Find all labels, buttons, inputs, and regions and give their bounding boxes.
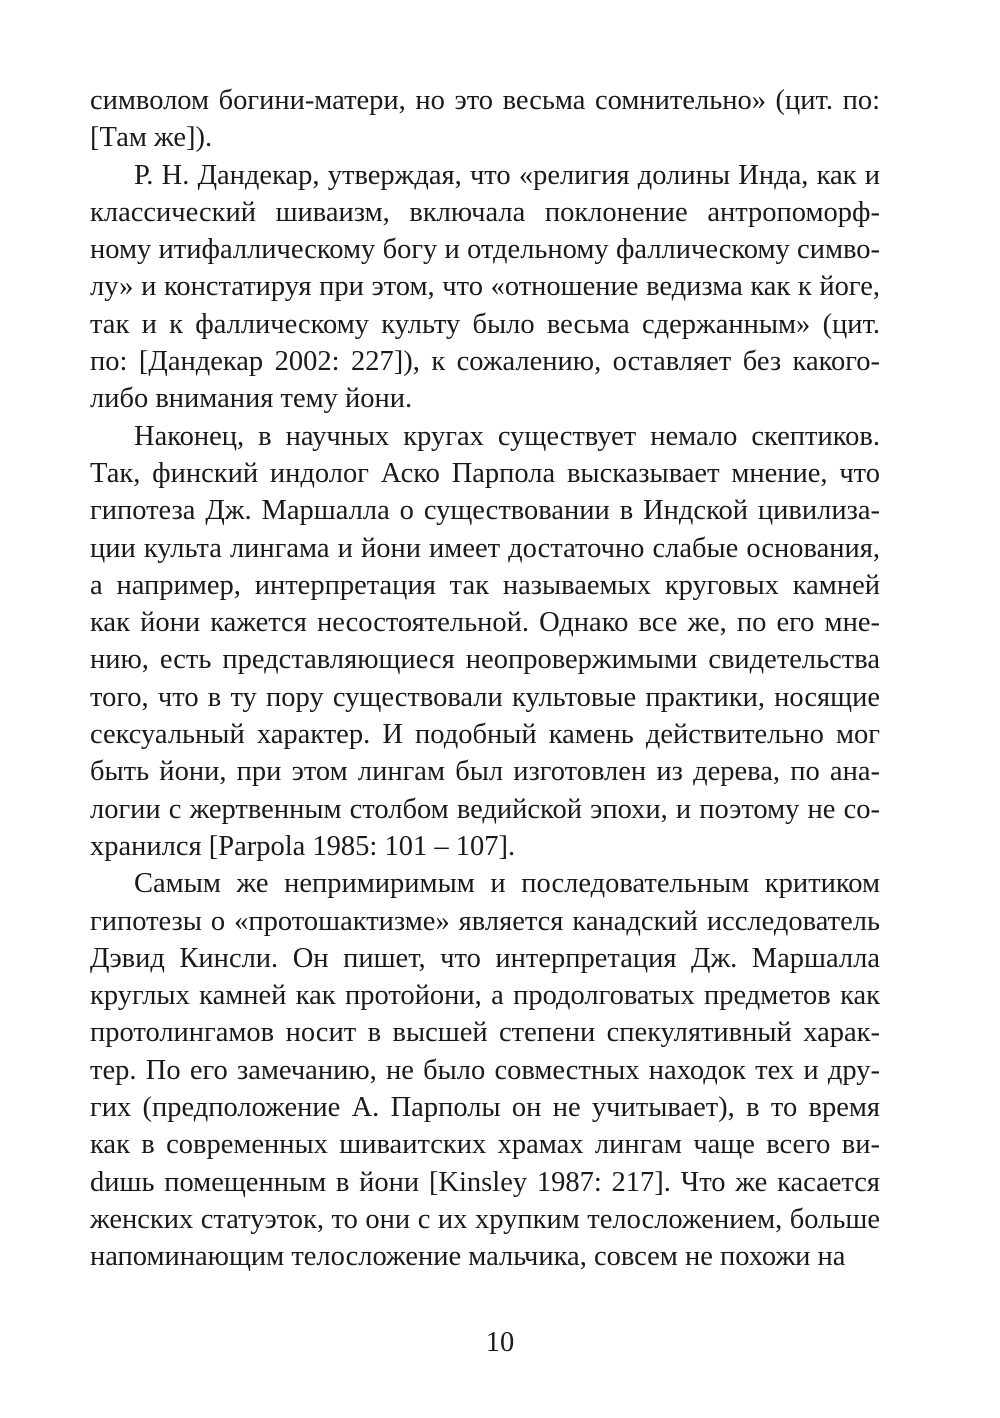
paragraph-3: Наконец, в научных кругах существует немало скептиков. Так, финский индолог Аско Парпола высказывает мнение, что гипотеза Дж. Маршалла о существовании в Индской цивилизации культа лингама и йони имеет достаточно слабые основания, а например, интерпретация так называемых круговых камней как йони кажется несостоятельной. Однако все же, по его мнению, есть представляющиеся неопровержимыми свидетельства того, что в ту пору существовали культовые практики, носящие сексуальный характер. И подобный камень действительно мог быть йони, при этом лингам был изготовлен из дерева, по аналогии с жертвенным столбом ведийской эпохи, и поэтому не сохранился [Parpola 1985: 101 – 107]. [90,420,880,862]
paragraph-4: Самым же непримиримым и последовательным критиком гипотезы о «протошактизме» является канадский исследователь Дэвид Кинсли. Он пишет, что интерпретация Дж. Маршалла круглых камней как протойони, а продолговатых предметов как протолингамов носит в высшей степени спекулятивный характер. По его замечанию, не было совместных находок тех и других (предположение А. Парполы он не учитывает), в то время как в современных шиваитских храмах лингам чаще всего виdишь помещенным в йони [Kinsley 1987: 217]. Что же касается женских статуэток, то они с их хрупким телосложением, больше напоминающим телосложение мальчика, совсем не похожи на [90,868,880,1273]
page-number: 10 [485,1327,515,1358]
paragraph-1: символом богини-матери, но это весьма сомнительно» (цит. по: [Там же]). [90,85,880,154]
body-text [90,82,880,1276]
paragraph-2: Р. Н. Дандекар, утверждая, что «религия долины Инда, как и классический шиваизм, включала поклонение антропоморфному итифаллическому богу и отдельному фаллическому символу» и констатируя при этом, что «отношение ведизма как к йоге, так и к фаллическому культу было весьма сдержанным» (цит. по: [Дандекар 2002: 227]), к сожалению, оставляет без какого-либо внимания тему йони. [90,159,880,415]
